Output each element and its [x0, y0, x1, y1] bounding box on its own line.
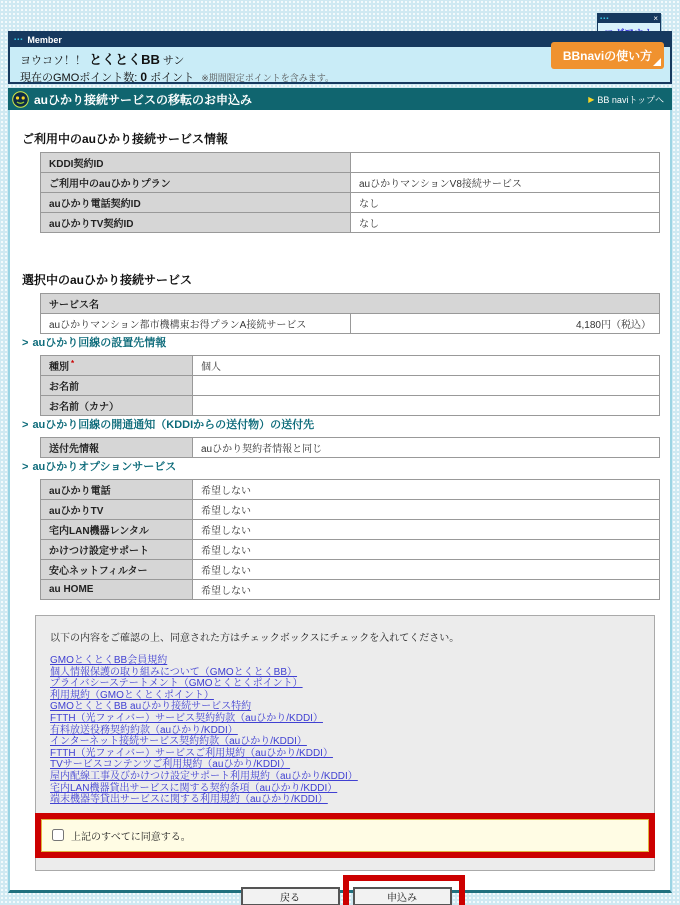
table-row — [41, 193, 660, 213]
installation-table — [40, 355, 660, 416]
row-label: 送付先情報 — [41, 438, 193, 458]
terms-link[interactable]: 個人情報保護の取り組みについて（GMOとくとくBB） — [50, 666, 298, 678]
chevron-right-icon: > — [22, 337, 29, 349]
row-label: ご利用中のauひかりプラン — [41, 173, 351, 193]
window-dots-icon: ▪▪▪ — [600, 15, 610, 22]
row-label: 安心ネットフィルター — [41, 560, 193, 580]
agreement-instruction: 以下の内容をご確認の上、同意された方はチェックボックスにチェックを入れてください。 — [50, 633, 460, 644]
terms-link[interactable]: 屋内配線工事及びかけつけ設定サポート利用規約（auひかり/KDDI） — [50, 770, 358, 782]
row-label — [41, 356, 193, 376]
logout-window-titlebar — [598, 14, 660, 23]
terms-link[interactable]: 宅内LAN機器貸出サービスに関する契約条項（auひかり/KDDI） — [50, 782, 338, 794]
row-value: 希望しない — [193, 540, 660, 560]
service-price-cell: 4,180円（税込） — [350, 314, 660, 334]
terms-link[interactable]: GMOとくとくBB auひかり接続サービス特約 — [50, 701, 252, 713]
terms-link[interactable]: 利用規約（GMOとくとくポイント） — [50, 689, 214, 701]
selected-service-table — [40, 293, 660, 334]
terms-link[interactable]: インターネット接続サービス契約約款（auひかり/KDDI） — [50, 736, 307, 748]
bbnavi-top-link-label: BB naviトップへ — [597, 94, 664, 105]
row-label: KDDI契約ID — [41, 153, 351, 173]
row-label: auひかりTV契約ID — [41, 213, 351, 233]
submit-button-wrap — [353, 887, 452, 905]
table-row — [41, 213, 660, 233]
page-title: auひかり接続サービスの移転のお申込み — [34, 92, 253, 107]
row-value: 希望しない — [193, 580, 660, 600]
agree-checkbox[interactable] — [52, 829, 64, 841]
agreement-panel — [35, 615, 655, 871]
terms-link[interactable]: 有料放送役務契約約款（auひかり/KDDI） — [50, 724, 238, 736]
table-row — [41, 356, 660, 376]
terms-link[interactable]: FTTH（光ファイバー）サービスご利用規約（auひかり/KDDI） — [50, 747, 333, 759]
bbnavi-help-button-label: BBnaviの使い方 — [562, 49, 653, 63]
options-table — [40, 479, 660, 600]
row-label: au HOME — [41, 580, 193, 600]
section-heading-selected-service: 選択中のauひかり接続サービス — [22, 273, 193, 287]
welcome-prefix: ヨウコソ！！ — [20, 55, 86, 67]
window-close-icon[interactable]: × — [653, 13, 658, 23]
section-heading-options-label: auひかりオプションサービス — [32, 461, 177, 473]
table-row — [41, 314, 660, 334]
member-name: とくとくBB — [89, 52, 160, 67]
arrow-right-icon: ▶ — [588, 94, 595, 104]
row-label: かけつけ設定サポート — [41, 540, 193, 560]
terms-link[interactable]: FTTH（光ファイバー）サービス契約約款（auひかり/KDDI） — [50, 712, 323, 724]
row-value — [193, 396, 660, 416]
member-dots-icon: ▪▪▪ — [14, 37, 24, 43]
row-label: auひかりTV — [41, 500, 193, 520]
checkbox-highlight-annotation — [35, 813, 655, 858]
footer-button-row — [22, 887, 670, 905]
agreement-links — [50, 655, 640, 806]
member-panel — [8, 31, 672, 84]
current-service-table — [40, 152, 660, 233]
required-asterisk: * — [71, 358, 75, 368]
section-heading-installation — [22, 334, 670, 350]
table-row — [41, 520, 660, 540]
bbnavi-logo-icon — [12, 91, 29, 108]
table-row — [41, 560, 660, 580]
row-value: 希望しない — [193, 500, 660, 520]
row-value — [193, 376, 660, 396]
notification-table — [40, 437, 660, 458]
member-header-label: Member — [27, 35, 62, 45]
main-content — [8, 110, 672, 904]
row-value: auひかりマンションV8接続サービス — [351, 173, 660, 193]
terms-link[interactable]: プライバシーステートメント（GMOとくとくポイント） — [50, 678, 303, 690]
member-panel-body — [10, 47, 670, 82]
corner-triangle-icon — [653, 58, 661, 66]
table-row — [41, 396, 660, 416]
table-row — [41, 480, 660, 500]
section-heading-notification-label: auひかり回線の開通通知（KDDIからの送付物）の送付先 — [32, 419, 315, 431]
row-label: 宅内LAN機器レンタル — [41, 520, 193, 540]
bbnavi-help-button[interactable] — [551, 42, 664, 69]
row-label — [41, 396, 193, 416]
row-value: 希望しない — [193, 480, 660, 500]
row-label-text: お名前 — [49, 382, 79, 393]
section-heading-installation-label: auひかり回線の設置先情報 — [32, 337, 167, 349]
row-label-text: お名前（カナ） — [49, 402, 119, 413]
table-row — [41, 173, 660, 193]
back-button[interactable]: 戻る — [241, 887, 340, 905]
row-label — [41, 376, 193, 396]
chevron-right-icon: > — [22, 461, 29, 473]
points-unit: ポイント — [150, 72, 195, 84]
row-value: auひかり契約者情報と同じ — [193, 438, 660, 458]
table-row — [41, 580, 660, 600]
welcome-suffix: サン — [162, 55, 185, 67]
submit-button[interactable]: 申込み — [353, 887, 452, 905]
points-status — [20, 69, 670, 85]
row-value: なし — [351, 193, 660, 213]
points-label: 現在のGMOポイント数: — [20, 72, 138, 84]
points-note: ※期間限定ポイントを含みます。 — [201, 73, 335, 83]
table-header-row — [41, 294, 660, 314]
table-row — [41, 500, 660, 520]
table-row — [41, 438, 660, 458]
row-value: 希望しない — [193, 560, 660, 580]
consent-area — [41, 819, 649, 852]
column-header: サービス名 — [41, 294, 660, 314]
chevron-right-icon: > — [22, 419, 29, 431]
row-label-text: 種別 — [49, 362, 69, 373]
page-title-bar — [8, 88, 672, 110]
section-heading-options — [22, 458, 670, 474]
bbnavi-top-link[interactable] — [588, 93, 664, 106]
points-value: 0 — [140, 70, 148, 84]
table-row — [41, 540, 660, 560]
row-label: auひかり電話契約ID — [41, 193, 351, 213]
row-value: 希望しない — [193, 520, 660, 540]
row-value: 個人 — [193, 356, 660, 376]
terms-link[interactable]: TVサービスコンテンツご利用規約（auひかり/KDDI） — [50, 759, 291, 771]
table-row — [41, 376, 660, 396]
service-name-cell: auひかりマンション都市機構東お得プランA接続サービス — [41, 314, 351, 334]
agree-checkbox-label: 上記のすべてに同意する。 — [71, 831, 191, 843]
row-value: なし — [351, 213, 660, 233]
section-heading-current-service: ご利用中のauひかり接続サービス情報 — [22, 132, 229, 146]
section-heading-notification — [22, 416, 670, 432]
terms-link[interactable]: 端末機器等貸出サービスに関する利用規約（auひかり/KDDI） — [50, 794, 328, 806]
row-value — [351, 153, 660, 173]
row-label: auひかり電話 — [41, 480, 193, 500]
terms-link[interactable]: GMOとくとくBB会員規約 — [50, 655, 168, 666]
table-row — [41, 153, 660, 173]
